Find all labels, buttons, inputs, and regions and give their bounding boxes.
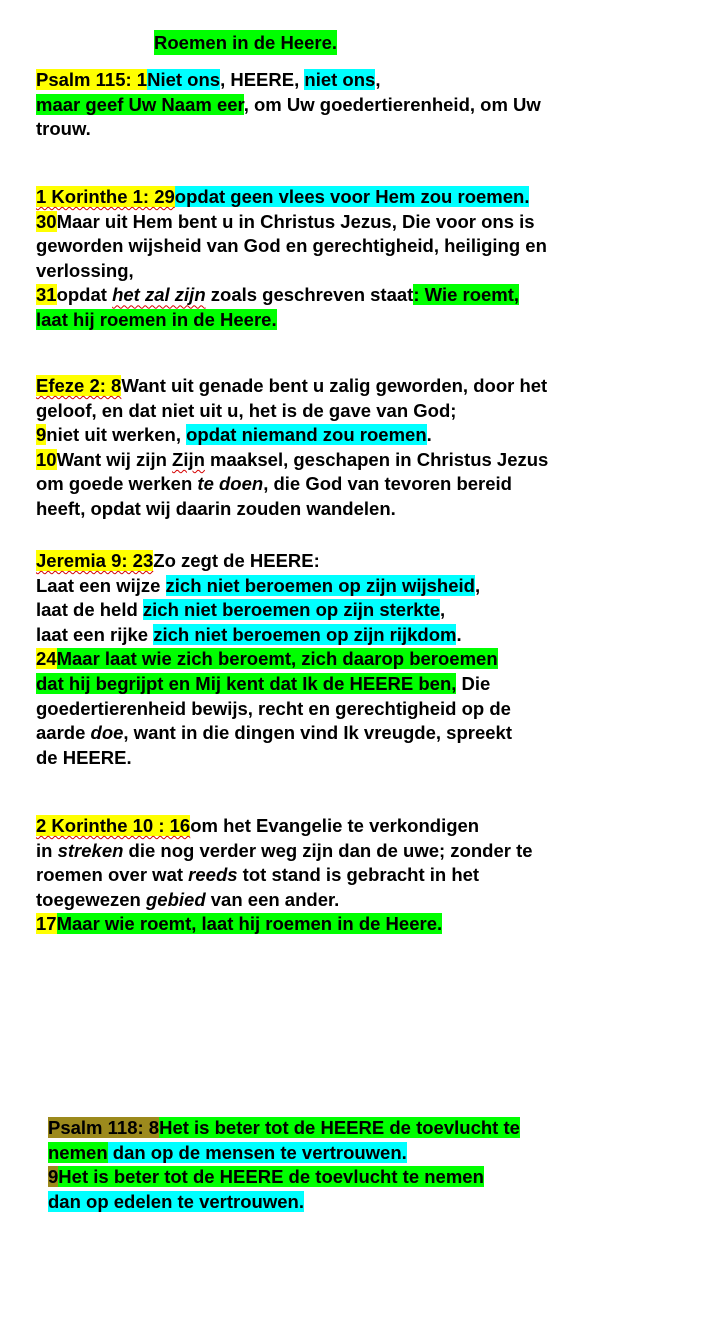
highlighted-text: Het is beter tot de HEERE de toevlucht te: [159, 1117, 520, 1138]
text: ,: [375, 69, 381, 90]
highlighted-text: zich niet beroemen op zijn rijkdom: [153, 623, 457, 645]
verse-number: 10: [36, 448, 57, 470]
text: Want uit genade bent u zalig geworden, door het: [121, 375, 548, 396]
passage-line: verlossing,: [36, 259, 134, 281]
passage-line: [36, 863, 716, 888]
text: maaksel, geschapen in Christus Jezus: [204, 448, 549, 470]
passage-line: [36, 93, 716, 118]
highlighted-text: zich niet beroemen op zijn sterkte: [142, 599, 441, 621]
verse-reference: Psalm 118: 8: [48, 1117, 160, 1138]
italic-text: te doen: [197, 473, 264, 495]
text: om goede werken: [36, 473, 198, 495]
passage-line: geloof, en dat niet uit u, het is de gave van God;: [36, 399, 457, 421]
passage-line: [36, 672, 716, 697]
italic-text: gebied: [146, 888, 206, 910]
highlighted-text: zich niet beroemen op zijn wijsheid: [165, 574, 475, 596]
verse-reference: Jeremia 9: 23: [36, 550, 154, 571]
psalm-118-passage: [48, 1116, 720, 1214]
passage-line: geworden wijsheid van God en gerechtigheid, heiliging en: [36, 235, 547, 257]
passage-line: [36, 210, 716, 235]
passage-line: [48, 1165, 720, 1190]
passage-line: [36, 308, 716, 333]
passage-line: [36, 283, 716, 308]
text: laat een rijke: [36, 623, 154, 645]
passage-line: [36, 647, 716, 672]
passage-line: goedertierenheid bewijs, recht en gerechtigheid op de: [36, 697, 511, 719]
verse-number: 24: [36, 648, 57, 670]
text: om het Evangelie te verkondigen: [190, 815, 480, 836]
passage-line: [36, 549, 716, 574]
italic-text: reeds: [188, 864, 238, 886]
passage-line: [48, 1190, 720, 1215]
passage-line: heeft, opdat wij daarin zouden wandelen.: [36, 497, 396, 519]
highlighted-text: : Wie roemt,: [413, 284, 520, 306]
text: toegewezen: [36, 888, 146, 910]
text: .: [426, 424, 432, 446]
text: , die God van tevoren bereid: [263, 473, 512, 495]
passage-line: [48, 1141, 720, 1166]
2-korinthe-passage: [36, 814, 716, 937]
text: opdat: [56, 284, 113, 306]
text: die nog verder weg zijn dan de uwe; zonder te: [123, 839, 533, 861]
verse-reference: Efeze 2: 8: [36, 375, 122, 396]
passage-line: [36, 574, 716, 599]
passage-line: [48, 1116, 720, 1141]
highlighted-text: laat hij roemen in de Heere.: [36, 308, 277, 330]
passage-line: [36, 472, 716, 497]
text: in: [36, 839, 58, 861]
text: Zijn: [172, 448, 205, 470]
passage-line: [36, 912, 716, 937]
highlighted-text: Het is beter tot de HEERE de toevlucht te nemen: [58, 1166, 484, 1188]
psalm-115-passage: [36, 68, 716, 142]
text: , HEERE,: [220, 69, 305, 90]
passage-line: [36, 598, 716, 623]
passage-line: [36, 839, 716, 864]
passage-line: [36, 721, 716, 746]
text: , want in die dingen vind Ik vreugde, spreekt: [123, 722, 512, 744]
verse-number: 9: [48, 1166, 59, 1188]
verse-reference: Psalm 115: 1: [36, 69, 148, 90]
text: aarde: [36, 722, 91, 744]
passage-line: [36, 623, 716, 648]
text: Die: [456, 672, 491, 694]
verse-reference: 1 Korinthe 1: 29: [36, 186, 175, 207]
text: Laat een wijze: [36, 574, 166, 596]
passage-line: trouw.: [36, 118, 91, 140]
verse-number: 17: [36, 913, 57, 935]
passage-line: de HEERE.: [36, 746, 132, 768]
text: Maar uit Hem bent u in Christus Jezus, Die voor ons is: [56, 210, 535, 232]
verse-number: 9: [36, 424, 47, 446]
text: .: [456, 623, 462, 645]
text: ,: [440, 599, 446, 621]
highlighted-text: maar geef Uw Naam eer: [36, 93, 244, 115]
passage-line: [36, 448, 716, 473]
italic-text: streken: [57, 839, 124, 861]
text: niet uit werken,: [46, 424, 187, 446]
text: van een ander.: [205, 888, 340, 910]
text: , om Uw goedertierenheid, om Uw: [243, 93, 541, 115]
verse-number: 30: [36, 210, 57, 232]
jeremia-passage: [36, 549, 716, 770]
text: ,: [474, 574, 481, 596]
italic-text: doe: [90, 722, 124, 744]
text: laat de held: [36, 599, 143, 621]
text: zoals geschreven staat: [205, 284, 414, 306]
highlighted-text: dan op edelen te vertrouwen.: [48, 1190, 304, 1212]
highlighted-text: niet ons: [304, 69, 376, 90]
verse-reference: 2 Korinthe 10 : 16: [36, 815, 191, 836]
highlighted-text: Niet ons: [147, 69, 221, 90]
passage-line: [36, 814, 716, 839]
highlighted-text: nemen: [48, 1141, 108, 1163]
highlighted-text: opdat geen vlees voor Hem zou roemen.: [174, 186, 530, 207]
passage-line: [36, 68, 716, 93]
verse-number: 31: [36, 284, 57, 306]
highlighted-text: dat hij begrijpt en Mij kent dat Ik de HEERE ben,: [36, 672, 457, 694]
italic-text: het zal zijn: [112, 284, 206, 306]
passage-line: [36, 888, 716, 913]
highlighted-text: opdat niemand zou roemen: [186, 424, 427, 446]
text: Zo zegt de HEERE:: [153, 550, 320, 571]
1-korinthe-passage: [36, 185, 716, 333]
passage-line: [36, 423, 716, 448]
text: tot stand is gebracht in het: [237, 864, 480, 886]
highlighted-text: dan op de mensen te vertrouwen.: [107, 1141, 407, 1163]
text: roemen over wat: [36, 864, 189, 886]
passage-line: [36, 185, 716, 210]
efeze-passage: [36, 374, 716, 522]
highlighted-text: Maar laat wie zich beroemt, zich daarop beroemen: [56, 648, 498, 670]
text: Want wij zijn: [56, 448, 173, 470]
page-title: Roemen in de Heere.: [154, 32, 338, 53]
highlighted-text: Maar wie roemt, laat hij roemen in de Heere.: [56, 913, 443, 935]
passage-line: [36, 374, 716, 399]
